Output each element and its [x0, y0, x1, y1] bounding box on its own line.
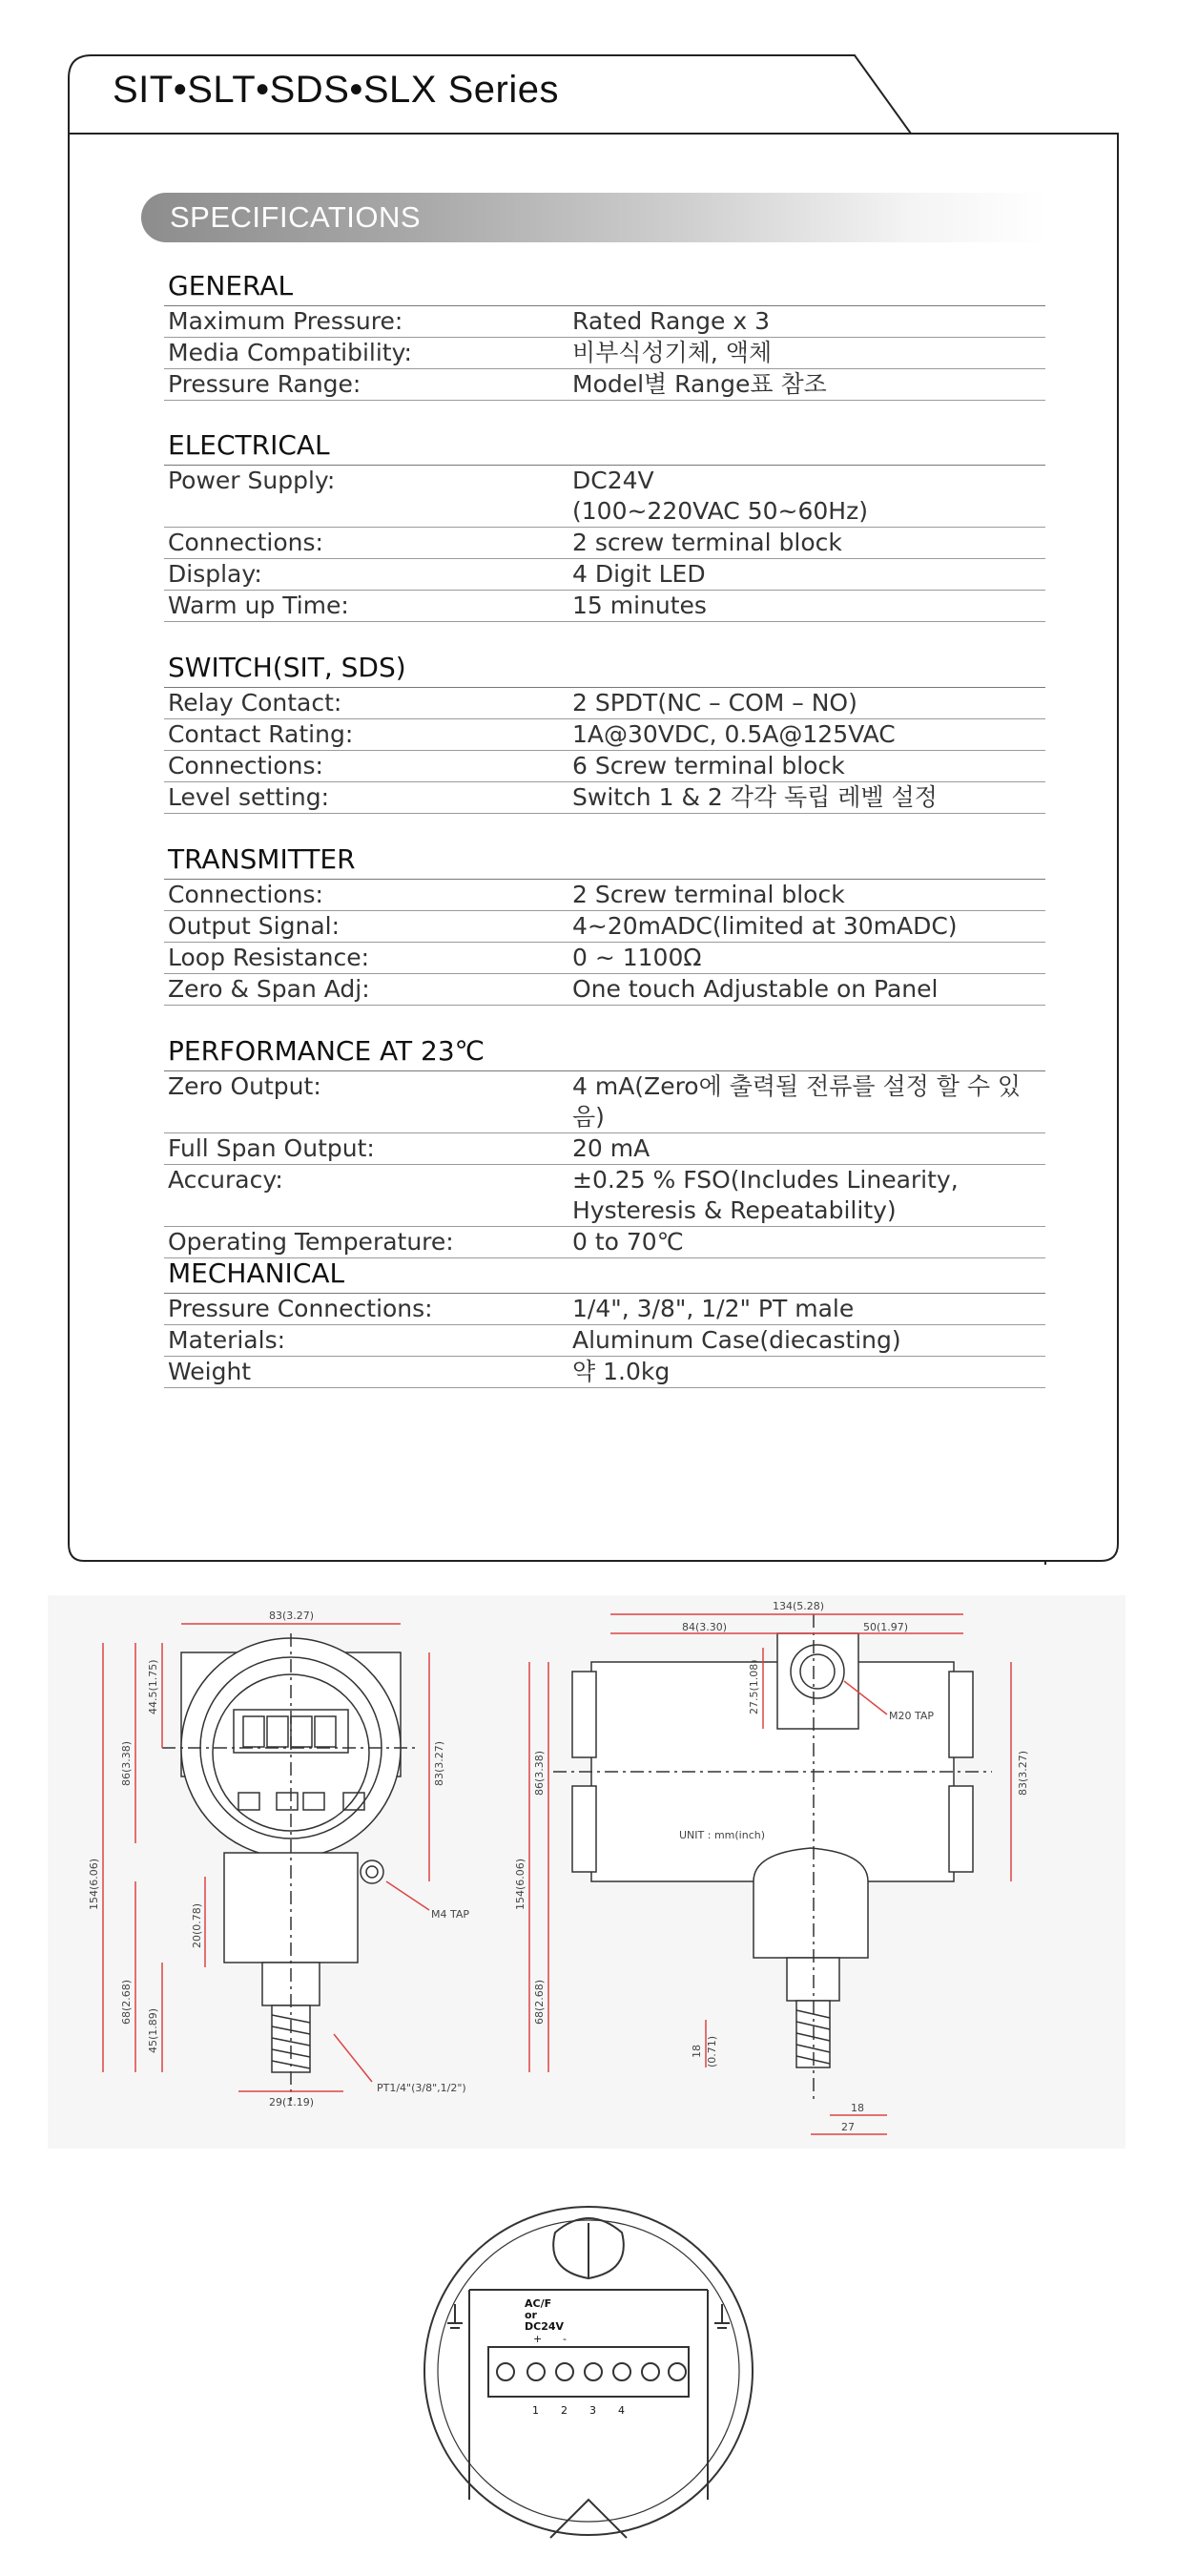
spec-key: Connections: — [168, 881, 323, 908]
spec-key: Maximum Pressure: — [168, 307, 403, 335]
spec-key: Media Compatibility: — [168, 339, 412, 366]
spec-value: 6 Screw terminal block — [572, 752, 845, 779]
spec-value: 약 1.0kg — [572, 1358, 671, 1385]
side-tap-label: M20 TAP — [889, 1710, 935, 1722]
spec-value: One touch Adjustable on Panel — [572, 975, 939, 1003]
section-performance — [164, 1032, 1045, 1258]
spec-row — [164, 1294, 1045, 1325]
section-title: TRANSMITTER — [164, 841, 1045, 880]
dimension-drawings — [48, 1595, 1125, 2149]
spec-row — [164, 1133, 1045, 1165]
spec-key: Accuracy: — [168, 1166, 283, 1194]
spec-key: Power Supply: — [168, 467, 336, 494]
dim-front-stem: 45(1.89) — [147, 2007, 159, 2053]
dim-side-right: 50(1.97) — [863, 1621, 909, 1633]
dim-front-top: 44.5(1.75) — [147, 1659, 159, 1714]
section-title: PERFORMANCE AT 23℃ — [164, 1032, 1045, 1071]
dim-front-width: 83(3.27) — [269, 1610, 315, 1622]
spec-value-line: Hysteresis & Repeatability) — [572, 1196, 897, 1224]
spec-value: 0 ~ 1100Ω — [572, 944, 702, 971]
spec-value: 4 mA(Zero에 출력될 전류를 설정 할 수 있음) — [572, 1072, 1022, 1131]
spec-value: 비부식성기체, 액체 — [572, 339, 773, 366]
spec-row — [164, 338, 1045, 369]
spec-row — [164, 943, 1045, 974]
spec-key: Pressure Range: — [168, 370, 361, 398]
section-switch — [164, 649, 1045, 814]
spec-key: Weight — [168, 1358, 252, 1385]
terminal-block-drawing — [412, 2194, 765, 2547]
spec-key: Connections: — [168, 752, 323, 779]
dim-front-total: 154(6.06) — [88, 1858, 100, 1910]
spec-key: Materials: — [168, 1326, 286, 1354]
spec-row — [164, 466, 1045, 528]
spec-value: 1/4", 3/8", 1/2" PT male — [572, 1295, 855, 1322]
section-mechanical — [164, 1255, 1045, 1388]
dim-side-port: 27.5(1.08) — [748, 1659, 760, 1714]
spec-row — [164, 306, 1045, 338]
dim-side-width: 134(5.28) — [773, 1600, 825, 1612]
spec-key: Pressure Connections: — [168, 1295, 433, 1322]
front-tap-label: M4 TAP — [431, 1908, 470, 1921]
dim-side-lower: 68(2.68) — [533, 1979, 546, 2025]
unit-label: UNIT : mm(inch) — [679, 1829, 766, 1841]
dim-front-lower: 68(2.68) — [120, 1979, 133, 2025]
section-electrical — [164, 426, 1045, 622]
section-title: SWITCH(SIT, SDS) — [164, 649, 1045, 688]
spec-row — [164, 751, 1045, 782]
dim-side-thread-mm: 18 — [691, 2045, 703, 2058]
front-thread-label: PT1/4"(3/8",1/2") — [377, 2082, 466, 2094]
section-transmitter — [164, 841, 1045, 1006]
spec-row — [164, 559, 1045, 591]
spec-row — [164, 974, 1045, 1006]
spec-value-line: (100~220VAC 50~60Hz) — [572, 497, 868, 525]
spec-value: 4~20mADC(limited at 30mADC) — [572, 912, 958, 940]
spec-row — [164, 880, 1045, 911]
dim-front-right: 83(3.27) — [433, 1740, 445, 1786]
power-label-line3: DC24V — [525, 2320, 565, 2333]
spec-key: Zero Output: — [168, 1072, 321, 1100]
spec-value: 1A@30VDC, 0.5A@125VAC — [572, 720, 896, 748]
spec-value: Switch 1 & 2 각각 독립 레벨 설정 — [572, 783, 938, 811]
terminal-number: 2 — [561, 2404, 568, 2417]
spec-value: 20 mA — [572, 1134, 650, 1162]
dim-side-thread-in: (0.71) — [706, 2035, 718, 2067]
spec-key: Full Span Output: — [168, 1134, 375, 1162]
series-title: SIT•SLT•SDS•SLX Series — [113, 69, 559, 111]
spec-value: 0 to 70℃ — [572, 1228, 684, 1256]
spec-row — [164, 782, 1045, 814]
spec-value: 15 minutes — [572, 592, 707, 619]
spec-row — [164, 1165, 1045, 1227]
spec-value: 2 screw terminal block — [572, 529, 842, 556]
dim-side-left: 84(3.30) — [682, 1621, 728, 1633]
spec-value — [572, 1165, 1045, 1226]
spec-key: Output Signal: — [168, 912, 341, 940]
dim-front-mid: 20(0.78) — [191, 1902, 203, 1948]
spec-value-line: DC24V — [572, 467, 654, 494]
spec-value: Rated Range x 3 — [572, 307, 770, 335]
power-label-line2: or — [525, 2309, 537, 2321]
spec-row — [164, 1325, 1045, 1357]
dim-side-total: 154(6.06) — [514, 1858, 527, 1910]
spec-key: Contact Rating: — [168, 720, 354, 748]
spec-row — [164, 1357, 1045, 1388]
section-title: ELECTRICAL — [164, 426, 1045, 466]
polarity-minus: - — [563, 2333, 567, 2345]
spec-key: Operating Temperature: — [168, 1228, 454, 1256]
spec-row — [164, 369, 1045, 401]
dim-side-upper: 86(3.38) — [533, 1750, 546, 1796]
spec-key: Zero & Span Adj: — [168, 975, 370, 1003]
spec-value: 2 SPDT(NC – COM – NO) — [572, 689, 857, 717]
section-general — [164, 267, 1045, 401]
spec-value — [572, 466, 1045, 527]
dim-side-hex-b: 27 — [841, 2121, 855, 2133]
spec-key: Warm up Time: — [168, 592, 349, 619]
terminal-number: 4 — [618, 2404, 625, 2417]
specifications-banner — [141, 193, 1047, 242]
specifications-label: SPECIFICATIONS — [170, 200, 422, 234]
spec-key: Relay Contact: — [168, 689, 342, 717]
spec-value-line: ±0.25 % FSO(Includes Linearity, — [572, 1166, 959, 1194]
spec-row — [164, 719, 1045, 751]
dim-side-hex-a: 18 — [851, 2102, 864, 2114]
spec-key: Connections: — [168, 529, 323, 556]
spec-value: 4 Digit LED — [572, 560, 706, 588]
spec-row — [164, 911, 1045, 943]
dim-front-hex: 29(1.19) — [269, 2096, 315, 2109]
spec-row — [164, 1071, 1045, 1133]
terminal-number: 3 — [589, 2404, 596, 2417]
spec-key: Level setting: — [168, 783, 330, 811]
section-title: MECHANICAL — [164, 1255, 1045, 1294]
section-title: GENERAL — [164, 267, 1045, 306]
spec-value: Aluminum Case(diecasting) — [572, 1326, 901, 1354]
spec-row — [164, 591, 1045, 622]
dim-front-upper: 86(3.38) — [120, 1740, 133, 1786]
spec-key: Display: — [168, 560, 262, 588]
spec-row — [164, 688, 1045, 719]
spec-key: Loop Resistance: — [168, 944, 370, 971]
terminal-number: 1 — [532, 2404, 539, 2417]
polarity-plus: + — [533, 2333, 543, 2345]
spec-row — [164, 528, 1045, 559]
spec-value: Model별 Range표 참조 — [572, 370, 827, 398]
spec-value: 2 Screw terminal block — [572, 881, 845, 908]
dim-side-height: 83(3.27) — [1017, 1750, 1029, 1796]
power-label-line1: AC/F — [525, 2297, 552, 2310]
